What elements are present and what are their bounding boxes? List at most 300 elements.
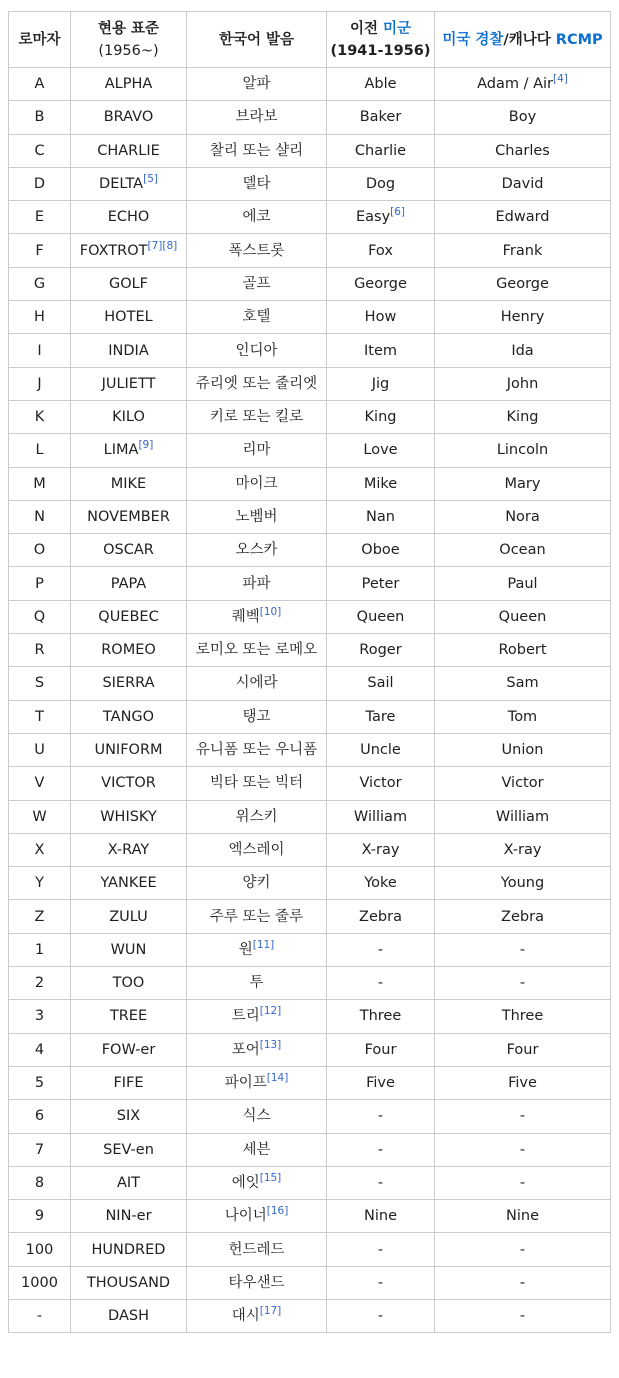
cell-us-police-rcmp-text: John	[506, 375, 539, 392]
cell-former-us-military-text: Uncle	[360, 742, 401, 759]
cell-korean-pronunciation-text: 로미오 또는 로메오	[195, 642, 318, 659]
cell-former-us-military-text: Mike	[363, 475, 398, 492]
cell-us-police-rcmp	[435, 600, 611, 633]
cell-roman-text: 1	[34, 941, 45, 958]
cell-current-standard-text: SIERRA	[102, 675, 155, 692]
cell-us-police-rcmp	[435, 101, 611, 134]
cell-former-us-military-text: Charlie	[354, 142, 407, 159]
cell-us-police-rcmp-text: Frank	[502, 242, 543, 259]
cell-us-police-rcmp	[435, 201, 611, 234]
cell-current-standard-text: WHISKY	[100, 808, 157, 825]
cell-korean-pronunciation	[187, 1066, 327, 1099]
cell-korean-pronunciation-text: 대시	[231, 1308, 260, 1325]
cell-us-police-rcmp	[435, 400, 611, 433]
cell-former-us-military	[327, 967, 435, 1000]
cell-former-us-military	[327, 567, 435, 600]
cell-former-us-military	[327, 500, 435, 533]
cell-current-standard	[71, 634, 187, 667]
footnote-ref-link[interactable]: [13]	[259, 1038, 282, 1051]
cell-korean-pronunciation-text: 빅타 또는 빅터	[209, 775, 304, 792]
cell-current-standard-text: CHARLIE	[97, 142, 160, 159]
cell-us-police-rcmp	[435, 1166, 611, 1199]
cell-roman-text: O	[33, 542, 46, 559]
cell-current-standard-text: AIT	[116, 1174, 141, 1191]
cell-us-police-rcmp-text: Charles	[495, 142, 550, 159]
table-row	[9, 267, 611, 300]
table-row	[9, 1266, 611, 1299]
cell-former-us-military-text: King	[364, 409, 397, 426]
cell-roman	[9, 301, 71, 334]
cell-former-us-military-text: X-ray	[361, 841, 400, 858]
cell-roman	[9, 933, 71, 966]
cell-us-police-rcmp-text: Boy	[508, 109, 537, 126]
cell-us-police-rcmp-text: Queen	[498, 608, 547, 625]
footnote-ref-link[interactable]: [11]	[252, 939, 275, 952]
table-row	[9, 334, 611, 367]
table-row	[9, 434, 611, 467]
table-row	[9, 367, 611, 400]
footnote-ref-link[interactable]: [4]	[553, 73, 568, 86]
cell-us-police-rcmp	[435, 700, 611, 733]
cell-current-standard	[71, 1266, 187, 1299]
cell-us-police-rcmp-text: -	[519, 1274, 526, 1291]
cell-current-standard	[71, 467, 187, 500]
cell-roman	[9, 667, 71, 700]
cell-korean-pronunciation-text: 에잇	[231, 1174, 260, 1191]
cell-us-police-rcmp-text: Young	[500, 875, 545, 892]
cell-korean-pronunciation-text: 파이프	[224, 1075, 267, 1092]
cell-korean-pronunciation	[187, 967, 327, 1000]
cell-us-police-rcmp	[435, 833, 611, 866]
cell-roman-text: 4	[34, 1041, 45, 1058]
cell-current-standard	[71, 1033, 187, 1066]
cell-korean-pronunciation-text: 주루 또는 줄루	[209, 908, 304, 925]
cell-current-standard-text: FOW-er	[101, 1041, 156, 1058]
table-row	[9, 1066, 611, 1099]
cell-korean-pronunciation-text: 찰리 또는 샬리	[209, 142, 304, 159]
cell-korean-pronunciation	[187, 1000, 327, 1033]
cell-former-us-military-text: George	[354, 275, 407, 292]
footnote-ref-link[interactable]: [15]	[259, 1172, 282, 1185]
cell-korean-pronunciation-text: 오스카	[235, 542, 278, 559]
cell-roman-text: 1000	[21, 1274, 58, 1291]
us-police-link[interactable]: 미국 경찰	[442, 31, 504, 48]
cell-former-us-military-text: Five	[366, 1075, 395, 1092]
table-row	[9, 1233, 611, 1266]
cell-us-police-rcmp	[435, 1200, 611, 1233]
cell-korean-pronunciation	[187, 201, 327, 234]
cell-us-police-rcmp	[435, 733, 611, 766]
cell-current-standard-text: MIKE	[110, 475, 147, 492]
cell-roman-text: H	[34, 309, 45, 326]
cell-former-us-military-text: Tare	[365, 708, 396, 725]
cell-us-police-rcmp	[435, 467, 611, 500]
cell-us-police-rcmp	[435, 334, 611, 367]
cell-korean-pronunciation-text: 폭스트롯	[228, 242, 285, 259]
table-row	[9, 1299, 611, 1332]
cell-us-police-rcmp-text: Edward	[495, 209, 550, 226]
cell-roman	[9, 967, 71, 1000]
table-row	[9, 1100, 611, 1133]
cell-roman	[9, 733, 71, 766]
cell-us-police-rcmp-text: King	[506, 409, 539, 426]
cell-korean-pronunciation-text: 타우샌드	[228, 1274, 285, 1291]
cell-korean-pronunciation-text: 쥬리엣 또는 줄리엣	[195, 375, 318, 392]
cell-us-police-rcmp-text: Henry	[500, 309, 545, 326]
cell-korean-pronunciation-text: 원	[238, 941, 253, 958]
table-row	[9, 68, 611, 101]
cell-current-standard	[71, 567, 187, 600]
cell-us-police-rcmp-text: Ocean	[499, 542, 546, 559]
cell-former-us-military	[327, 1133, 435, 1166]
cell-roman-text: D	[33, 176, 46, 193]
cell-roman	[9, 1233, 71, 1266]
cell-us-police-rcmp-text: Tom	[507, 708, 538, 725]
cell-korean-pronunciation	[187, 1133, 327, 1166]
header-us-police-rcmp: 미국 경찰/캐나다 RCMP	[435, 12, 611, 68]
cell-korean-pronunciation-text: 세븐	[242, 1141, 271, 1158]
cell-us-police-rcmp-text: Nine	[506, 1208, 539, 1225]
table-row	[9, 567, 611, 600]
cell-roman-text: W	[32, 808, 47, 825]
cell-roman-text: R	[34, 642, 45, 659]
cell-roman	[9, 767, 71, 800]
cell-former-us-military	[327, 334, 435, 367]
table-row	[9, 134, 611, 167]
cell-current-standard-text: ALPHA	[104, 76, 153, 93]
cell-current-standard-text: ZULU	[109, 908, 148, 925]
table-row	[9, 1000, 611, 1033]
cell-roman-text: T	[35, 708, 44, 725]
cell-former-us-military-text: Baker	[359, 109, 402, 126]
cell-current-standard-text: YANKEE	[100, 875, 157, 892]
table-row	[9, 1133, 611, 1166]
cell-former-us-military-text: Dog	[365, 176, 396, 193]
cell-former-us-military	[327, 400, 435, 433]
table-row	[9, 301, 611, 334]
cell-former-us-military	[327, 134, 435, 167]
cell-current-standard-text: LIMA	[103, 442, 139, 459]
table-body	[9, 68, 611, 1333]
cell-current-standard-text: NIN-er	[105, 1208, 152, 1225]
cell-current-standard-text: INDIA	[108, 342, 149, 359]
cell-roman	[9, 1200, 71, 1233]
footnote-ref-link[interactable]: [17]	[259, 1305, 282, 1318]
cell-us-police-rcmp-text: Mary	[504, 475, 541, 492]
cell-korean-pronunciation-text: 골프	[242, 275, 271, 292]
cell-korean-pronunciation-text: 호텔	[242, 309, 271, 326]
footnote-ref-link[interactable]: [14]	[266, 1072, 289, 1085]
cell-korean-pronunciation-text: 퀘벡	[231, 608, 260, 625]
footnote-ref-link[interactable]: [12]	[259, 1005, 282, 1018]
cell-former-us-military-text: Peter	[361, 575, 400, 592]
cell-us-police-rcmp	[435, 1233, 611, 1266]
cell-former-us-military-text: Roger	[359, 642, 402, 659]
cell-korean-pronunciation	[187, 833, 327, 866]
table-row	[9, 933, 611, 966]
cell-korean-pronunciation-text: 양키	[242, 875, 271, 892]
cell-roman-text: I	[37, 342, 42, 359]
cell-us-police-rcmp-text: -	[519, 975, 526, 992]
cell-former-us-military	[327, 434, 435, 467]
cell-current-standard	[71, 667, 187, 700]
cell-roman-text: 7	[34, 1141, 45, 1158]
cell-roman-text: J	[37, 375, 42, 392]
cell-roman	[9, 68, 71, 101]
cell-roman	[9, 467, 71, 500]
table-row	[9, 867, 611, 900]
cell-current-standard-text: NOVEMBER	[87, 509, 170, 525]
cell-roman	[9, 234, 71, 267]
cell-former-us-military	[327, 167, 435, 200]
cell-roman-text: Z	[34, 908, 45, 925]
cell-us-police-rcmp-text: -	[519, 1108, 526, 1125]
cell-current-standard-text: TREE	[109, 1008, 148, 1025]
rcmp-link[interactable]: RCMP	[555, 31, 603, 48]
cell-korean-pronunciation	[187, 867, 327, 900]
cell-former-us-military	[327, 1233, 435, 1266]
cell-current-standard-text: FIFE	[113, 1075, 144, 1092]
table-row	[9, 1033, 611, 1066]
cell-current-standard	[71, 700, 187, 733]
cell-roman	[9, 900, 71, 933]
cell-korean-pronunciation	[187, 733, 327, 766]
cell-roman-text: M	[33, 475, 46, 492]
header-roman: 로마자	[9, 12, 71, 68]
cell-current-standard-text: DELTA	[99, 176, 144, 193]
cell-korean-pronunciation	[187, 434, 327, 467]
cell-us-police-rcmp	[435, 167, 611, 200]
us-military-link[interactable]: 미군	[383, 20, 412, 37]
cell-current-standard	[71, 600, 187, 633]
cell-us-police-rcmp	[435, 800, 611, 833]
cell-us-police-rcmp	[435, 1299, 611, 1332]
cell-korean-pronunciation	[187, 900, 327, 933]
cell-former-us-military-text: Sail	[367, 675, 394, 692]
cell-former-us-military	[327, 234, 435, 267]
cell-roman	[9, 800, 71, 833]
cell-current-standard	[71, 400, 187, 433]
cell-korean-pronunciation-text: 파파	[242, 575, 271, 592]
cell-korean-pronunciation	[187, 1266, 327, 1299]
cell-roman	[9, 134, 71, 167]
cell-us-police-rcmp-text: David	[501, 176, 544, 193]
cell-us-police-rcmp-text: X-ray	[503, 841, 542, 858]
table-row	[9, 467, 611, 500]
cell-roman	[9, 167, 71, 200]
cell-former-us-military-text: -	[377, 975, 384, 992]
cell-roman-text: Q	[33, 608, 46, 625]
cell-us-police-rcmp	[435, 634, 611, 667]
cell-current-standard	[71, 1299, 187, 1332]
cell-us-police-rcmp-text: Victor	[501, 775, 544, 792]
cell-former-us-military-text: Zebra	[359, 908, 402, 925]
table-row	[9, 767, 611, 800]
cell-us-police-rcmp	[435, 667, 611, 700]
cell-former-us-military-text: Queen	[356, 608, 405, 625]
table-row	[9, 800, 611, 833]
footnote-ref-link[interactable]: [9]	[138, 439, 154, 452]
cell-current-standard-text: QUEBEC	[98, 608, 159, 625]
cell-roman	[9, 1166, 71, 1199]
cell-us-police-rcmp	[435, 867, 611, 900]
cell-korean-pronunciation	[187, 700, 327, 733]
cell-former-us-military-text: Jig	[371, 375, 390, 392]
table-row	[9, 667, 611, 700]
cell-korean-pronunciation-text: 리마	[242, 442, 271, 459]
cell-former-us-military-text: Able	[364, 76, 397, 93]
cell-current-standard	[71, 201, 187, 234]
cell-korean-pronunciation-text: 투	[249, 975, 264, 992]
cell-current-standard	[71, 867, 187, 900]
cell-current-standard-text: FOXTROT	[79, 242, 148, 259]
cell-current-standard	[71, 1066, 187, 1099]
cell-us-police-rcmp	[435, 900, 611, 933]
cell-former-us-military-text: -	[377, 1308, 384, 1325]
cell-korean-pronunciation	[187, 634, 327, 667]
cell-us-police-rcmp-text: Lincoln	[496, 442, 549, 459]
cell-current-standard	[71, 301, 187, 334]
cell-roman	[9, 400, 71, 433]
cell-us-police-rcmp-text: Five	[508, 1075, 537, 1092]
cell-roman-text: A	[34, 76, 45, 93]
cell-us-police-rcmp-text: Ida	[511, 342, 534, 359]
cell-roman-text: 5	[34, 1075, 45, 1092]
cell-current-standard	[71, 1233, 187, 1266]
cell-korean-pronunciation	[187, 800, 327, 833]
cell-roman-text: V	[34, 775, 45, 792]
cell-roman-text: G	[33, 275, 46, 292]
cell-former-us-military	[327, 1299, 435, 1332]
cell-us-police-rcmp	[435, 1266, 611, 1299]
cell-roman-text: Y	[35, 875, 44, 892]
cell-roman	[9, 534, 71, 567]
cell-roman	[9, 1133, 71, 1166]
cell-former-us-military	[327, 201, 435, 234]
cell-roman	[9, 700, 71, 733]
cell-roman-text: 2	[34, 975, 45, 992]
cell-korean-pronunciation	[187, 467, 327, 500]
header-row	[9, 12, 611, 68]
cell-former-us-military-text: -	[377, 1174, 384, 1191]
cell-current-standard-text: SEV-en	[103, 1141, 154, 1158]
cell-us-police-rcmp-text: Union	[501, 742, 544, 759]
cell-korean-pronunciation-text: 엑스레이	[228, 841, 285, 858]
cell-current-standard	[71, 1200, 187, 1233]
cell-us-police-rcmp-text: -	[519, 1241, 526, 1258]
cell-current-standard-text: KILO	[112, 409, 145, 426]
cell-korean-pronunciation	[187, 1200, 327, 1233]
cell-us-police-rcmp	[435, 1000, 611, 1033]
cell-korean-pronunciation-text: 탱고	[242, 708, 271, 725]
cell-current-standard-text: TOO	[112, 975, 145, 992]
cell-korean-pronunciation	[187, 500, 327, 533]
cell-roman	[9, 1266, 71, 1299]
cell-former-us-military	[327, 1100, 435, 1133]
cell-current-standard	[71, 267, 187, 300]
cell-former-us-military-text: Three	[359, 1008, 402, 1025]
cell-korean-pronunciation	[187, 167, 327, 200]
cell-us-police-rcmp	[435, 500, 611, 533]
footnote-ref-link[interactable]: [5]	[143, 173, 158, 186]
cell-roman-text: S	[34, 675, 45, 692]
cell-roman	[9, 1033, 71, 1066]
cell-us-police-rcmp	[435, 234, 611, 267]
cell-current-standard	[71, 767, 187, 800]
cell-korean-pronunciation-text: 유니폼 또는 우니폼	[195, 742, 318, 759]
cell-us-police-rcmp	[435, 767, 611, 800]
cell-former-us-military	[327, 634, 435, 667]
cell-roman	[9, 833, 71, 866]
cell-korean-pronunciation	[187, 367, 327, 400]
cell-us-police-rcmp	[435, 933, 611, 966]
cell-current-standard	[71, 434, 187, 467]
cell-current-standard	[71, 334, 187, 367]
cell-current-standard-text: DASH	[108, 1308, 149, 1325]
cell-us-police-rcmp-text: Sam	[506, 675, 539, 692]
cell-former-us-military-text: -	[377, 1241, 384, 1258]
cell-korean-pronunciation-text: 브라보	[235, 109, 278, 126]
cell-korean-pronunciation-text: 시에라	[235, 675, 278, 692]
table-row	[9, 967, 611, 1000]
cell-korean-pronunciation	[187, 1233, 327, 1266]
footnote-ref-link[interactable]: [7][8]	[147, 239, 178, 252]
footnote-ref-link[interactable]: [16]	[266, 1205, 289, 1218]
cell-us-police-rcmp-text: Adam / Air	[477, 76, 554, 93]
cell-korean-pronunciation-text: 키로 또는 킬로	[209, 409, 304, 426]
cell-current-standard-text: ROMEO	[101, 642, 156, 659]
footnote-ref-link[interactable]: [6]	[390, 206, 406, 219]
cell-roman	[9, 334, 71, 367]
header-korean-pronunciation: 한국어 발음	[187, 12, 327, 68]
cell-current-standard	[71, 68, 187, 101]
header-former-us-military: 이전 미군 (1941-1956)	[327, 12, 435, 68]
cell-korean-pronunciation	[187, 68, 327, 101]
cell-korean-pronunciation-text: 노벰버	[235, 509, 278, 525]
cell-current-standard-text: THOUSAND	[86, 1274, 171, 1291]
cell-current-standard-text: OSCAR	[103, 542, 154, 559]
cell-roman	[9, 434, 71, 467]
footnote-ref-link[interactable]: [10]	[259, 606, 282, 619]
cell-roman-text: L	[35, 442, 44, 459]
cell-former-us-military	[327, 733, 435, 766]
cell-roman	[9, 267, 71, 300]
cell-former-us-military-text: Love	[363, 442, 398, 459]
cell-roman-text: C	[34, 142, 45, 159]
cell-current-standard	[71, 500, 187, 533]
cell-current-standard	[71, 967, 187, 1000]
table-row	[9, 833, 611, 866]
cell-us-police-rcmp-text: Robert	[498, 642, 547, 659]
cell-current-standard	[71, 134, 187, 167]
table-row	[9, 201, 611, 234]
cell-current-standard-text: SIX	[116, 1108, 141, 1125]
cell-current-standard-text: X-RAY	[107, 841, 150, 858]
cell-former-us-military	[327, 1166, 435, 1199]
cell-former-us-military-text: Easy	[355, 209, 391, 226]
cell-former-us-military-text: Yoke	[364, 875, 397, 892]
cell-former-us-military	[327, 600, 435, 633]
cell-current-standard-text: HOTEL	[104, 309, 153, 326]
cell-former-us-military-text: Nan	[366, 509, 395, 525]
cell-roman-text: U	[34, 742, 45, 759]
cell-us-police-rcmp	[435, 267, 611, 300]
cell-current-standard	[71, 833, 187, 866]
cell-roman-text: N	[34, 509, 45, 525]
cell-us-police-rcmp	[435, 134, 611, 167]
cell-former-us-military-text: Four	[364, 1041, 397, 1058]
cell-former-us-military-text: -	[377, 1274, 384, 1291]
